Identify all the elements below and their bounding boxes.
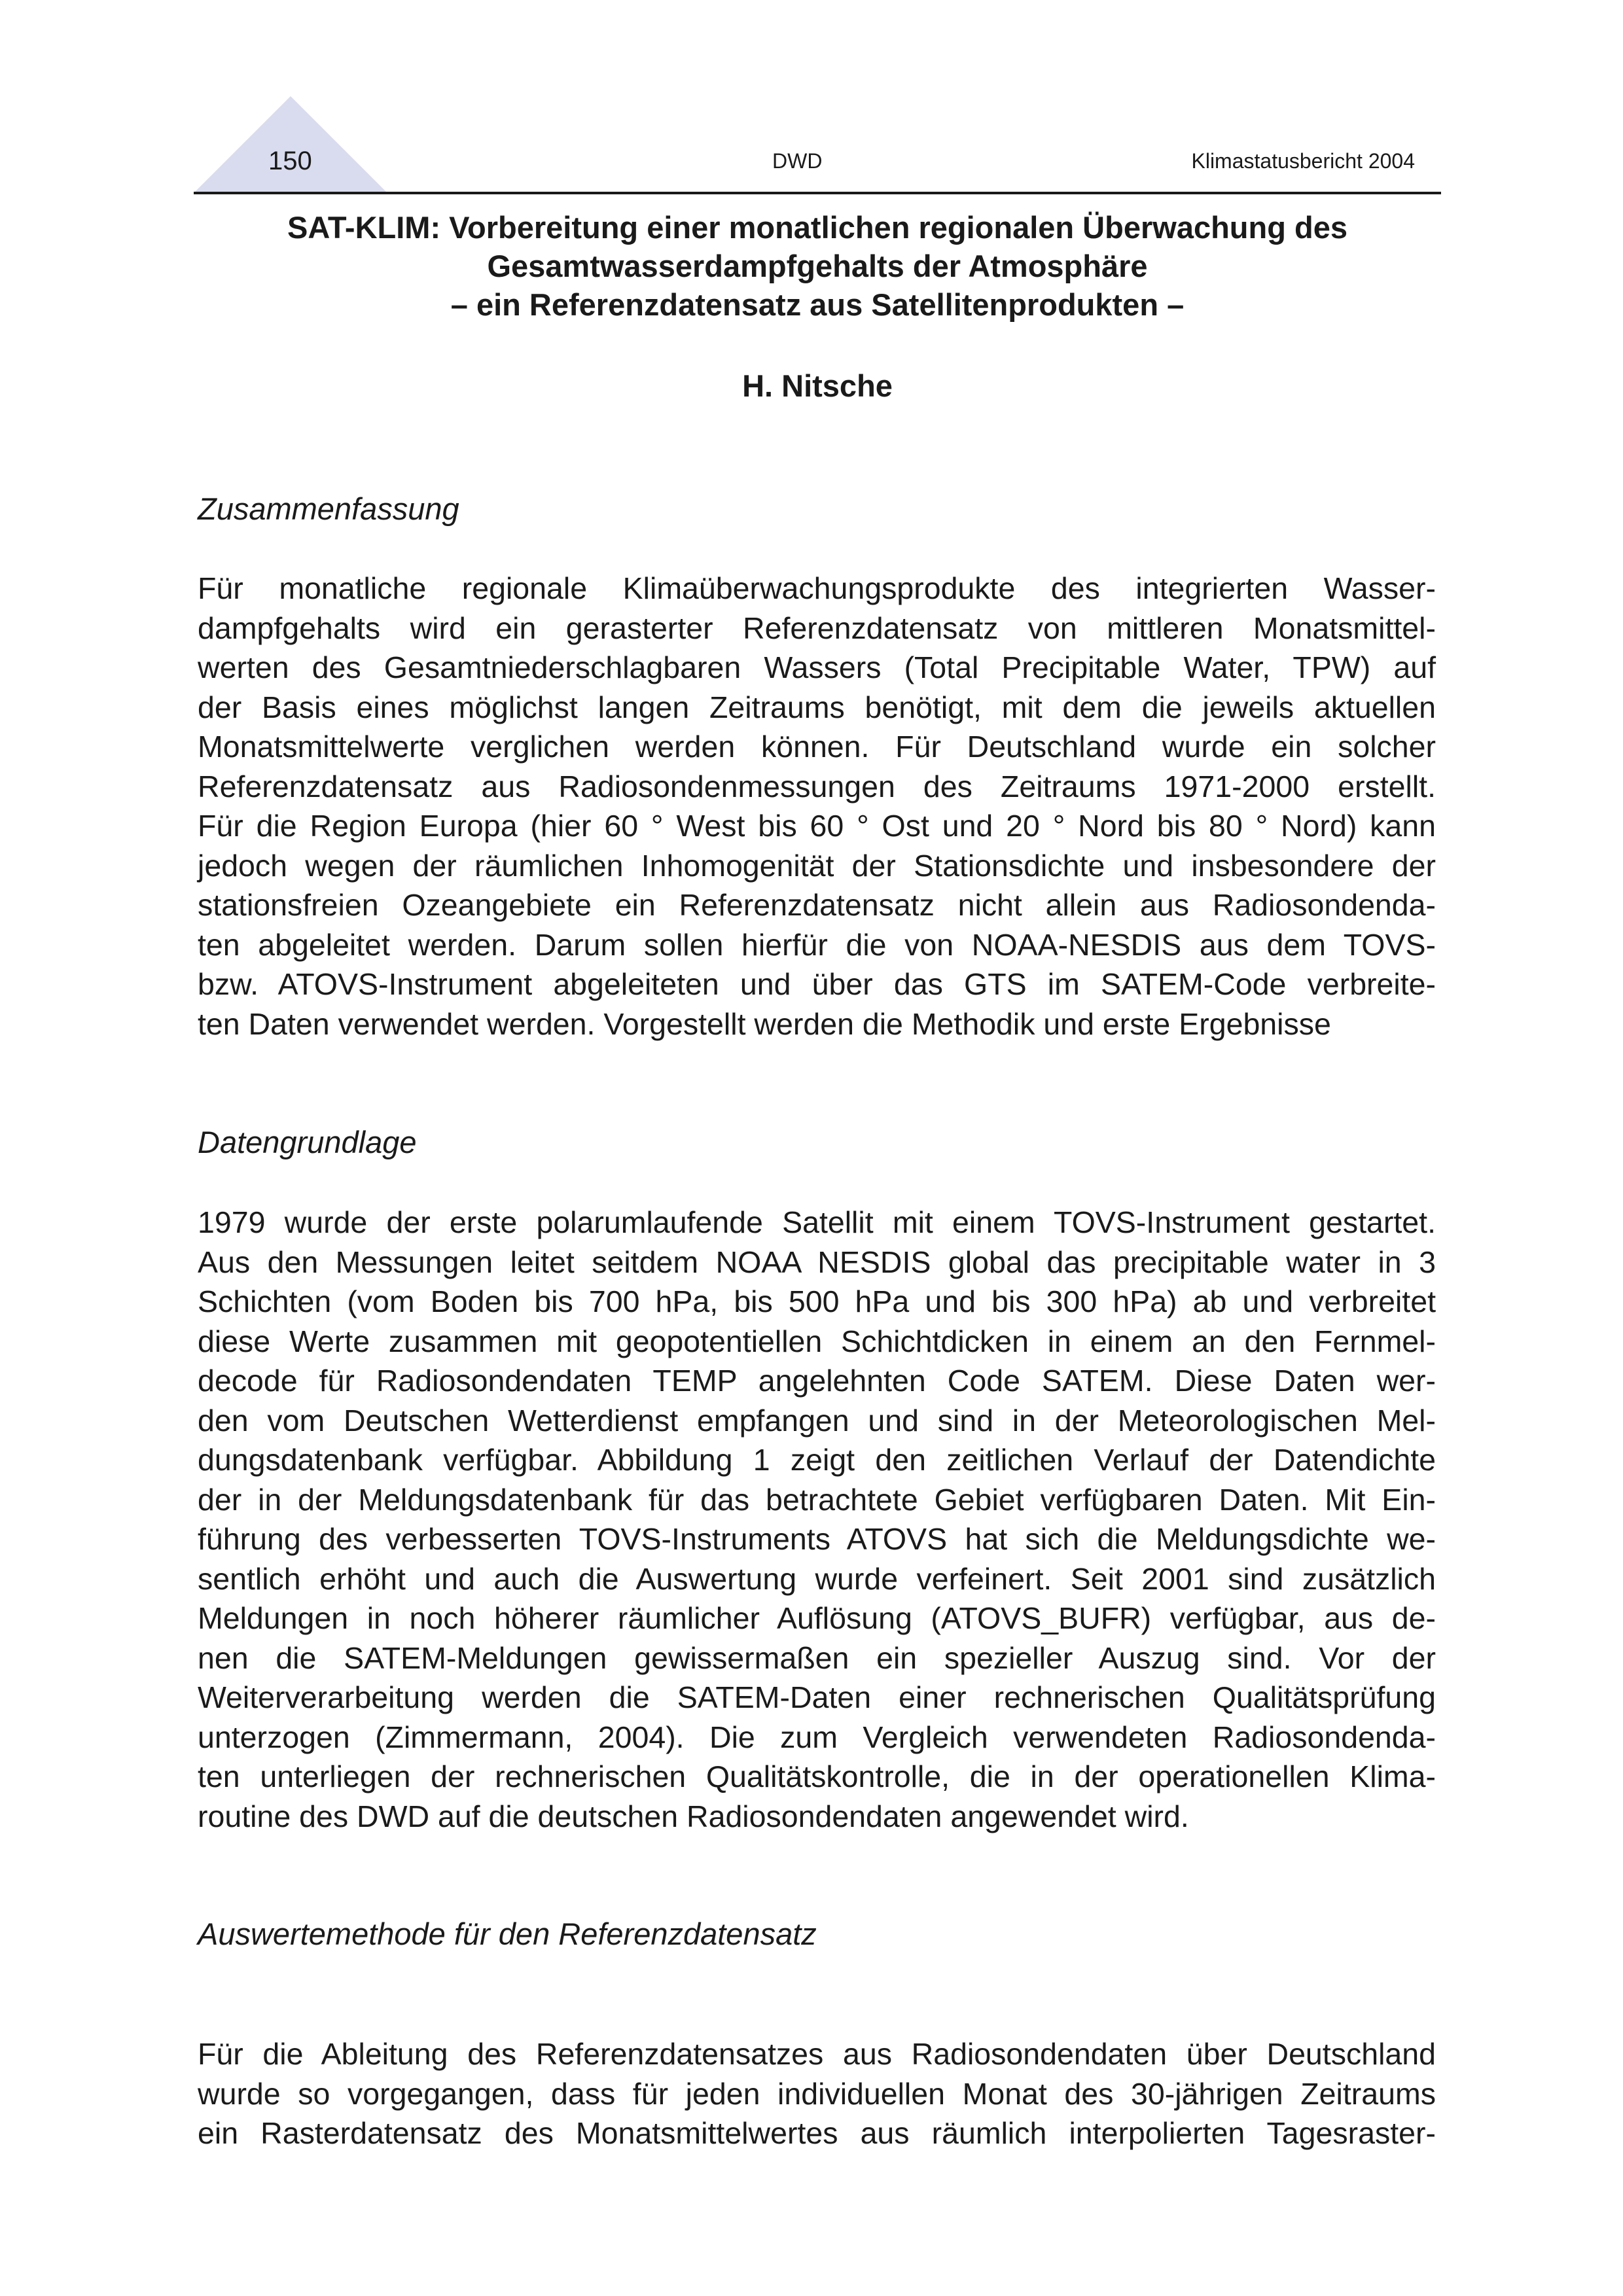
section-heading-auswertemethode: Auswertemethode für den Referenzdatensatz — [198, 1916, 817, 1951]
text-line: Weiterverarbeitung werden die SATEM-Daten einer rechnerischen Qualitätsprüfung — [198, 1680, 1436, 1714]
title-line: – ein Referenzdatensatz aus Satellitenprodukten – — [450, 287, 1185, 322]
title-line: SAT-KLIM: Vorbereitung einer monatlichen regionalen Überwachung des — [287, 210, 1347, 245]
title-line: Gesamtwasserdampfgehalts der Atmosphäre — [487, 249, 1148, 283]
author: H. Nitsche — [742, 368, 893, 403]
text-line: ten Daten verwendet werden. Vorgestellt werden die Methodik und erste Ergebnisse — [198, 1006, 1331, 1041]
text-line: den vom Deutschen Wetterdienst empfangen und sind in der Meteorologischen Mel- — [198, 1403, 1436, 1438]
text-line: nen die SATEM-Meldungen gewissermaßen ein spezieller Auszug sind. Vor der — [198, 1640, 1436, 1675]
text-line: Für die Ableitung des Referenzdatensatzes aus Radiosondendaten über Deutschland — [198, 2037, 1436, 2071]
text-line: ein Rasterdatensatz des Monatsmittelwertes aus räumlich interpolierten Tagesraster- — [198, 2116, 1436, 2150]
text-line: Für monatliche regionale Klimaüberwachungsprodukte des integrierten Wasser- — [198, 571, 1436, 605]
text-line: Referenzdatensatz aus Radiosondenmessungen des Zeitraums 1971-2000 erstellt. — [198, 769, 1436, 804]
header-report-title: Klimastatusbericht 2004 — [1191, 149, 1415, 173]
section-heading-datengrundlage: Datengrundlage — [198, 1125, 417, 1159]
text-line: stationsfreien Ozeangebiete ein Referenzdatensatz nicht allein aus Radiosondenda- — [198, 888, 1436, 922]
header-publisher: DWD — [772, 149, 823, 173]
text-line: 1979 wurde der erste polarumlaufende Satellit mit einem TOVS-Instrument gestartet. — [198, 1205, 1436, 1239]
text-line: Meldungen in noch höherer räumlicher Auflösung (ATOVS_BUFR) verfügbar, aus de- — [198, 1601, 1436, 1635]
header-triangle-decoration — [194, 96, 387, 193]
text-line: Für die Region Europa (hier 60 ° West bis 60 ° Ost und 20 ° Nord bis 80 ° Nord) kann — [198, 809, 1436, 843]
text-line: Aus den Messungen leitet seitdem NOAA NESDIS global das precipitable water in 3 — [198, 1245, 1436, 1279]
text-line: wurde so vorgegangen, dass für jeden individuellen Monat des 30-jährigen Zeitraums — [198, 2076, 1436, 2111]
paragraph-datengrundlage — [198, 1203, 1436, 1836]
text-line: dungsdatenbank verfügbar. Abbildung 1 zeigt den zeitlichen Verlauf der Datendichte — [198, 1443, 1436, 1477]
text-line: bzw. ATOVS-Instrument abgeleiteten und über das GTS im SATEM-Code verbreite- — [198, 967, 1436, 1001]
text-line: diese Werte zusammen mit geopotentiellen Schichtdicken in einem an den Fernmel- — [198, 1324, 1436, 1358]
text-line: jedoch wegen der räumlichen Inhomogenität der Stationsdichte und insbesondere der — [198, 848, 1436, 883]
text-line: sentlich erhöht und auch die Auswertung wurde verfeinert. Seit 2001 sind zusätzlich — [198, 1561, 1436, 1596]
page-number: 150 — [268, 147, 312, 175]
article-title — [196, 208, 1438, 324]
text-line: ten abgeleitet werden. Darum sollen hierfür die von NOAA-NESDIS aus dem TOVS- — [198, 927, 1436, 962]
text-line: routine des DWD auf die deutschen Radiosondendaten angewendet wird. — [198, 1799, 1189, 1833]
text-line: ten unterliegen der rechnerischen Qualitätskontrolle, die in der operationellen Klima- — [198, 1759, 1436, 1793]
section-heading-zusammenfassung: Zusammenfassung — [198, 491, 459, 526]
text-line: werten des Gesamtniederschlagbaren Wassers (Total Precipitable Water, TPW) auf — [198, 650, 1436, 684]
header-rule — [194, 192, 1441, 194]
text-line: dampfgehalts wird ein gerasterter Referenzdatensatz von mittleren Monatsmittel- — [198, 610, 1436, 645]
text-line: Schichten (vom Boden bis 700 hPa, bis 500 hPa und bis 300 hPa) ab und verbreitet — [198, 1284, 1436, 1318]
paragraph-zusammenfassung — [198, 569, 1436, 1044]
text-line: der in der Meldungsdatenbank für das betrachtete Gebiet verfügbaren Daten. Mit Ein- — [198, 1482, 1436, 1517]
text-line: Monatsmittelwerte verglichen werden können. Für Deutschland wurde ein solcher — [198, 730, 1436, 764]
text-line: führung des verbesserten TOVS-Instruments ATOVS hat sich die Meldungsdichte we- — [198, 1522, 1436, 1556]
text-line: unterzogen (Zimmermann, 2004). Die zum Vergleich verwendeten Radiosondenda- — [198, 1720, 1436, 1754]
text-line: decode für Radiosondendaten TEMP angelehnten Code SATEM. Diese Daten wer- — [198, 1364, 1436, 1398]
text-line: der Basis eines möglichst langen Zeitraums benötigt, mit dem die jeweils aktuellen — [198, 690, 1436, 724]
paragraph-auswertemethode — [198, 2034, 1436, 2153]
